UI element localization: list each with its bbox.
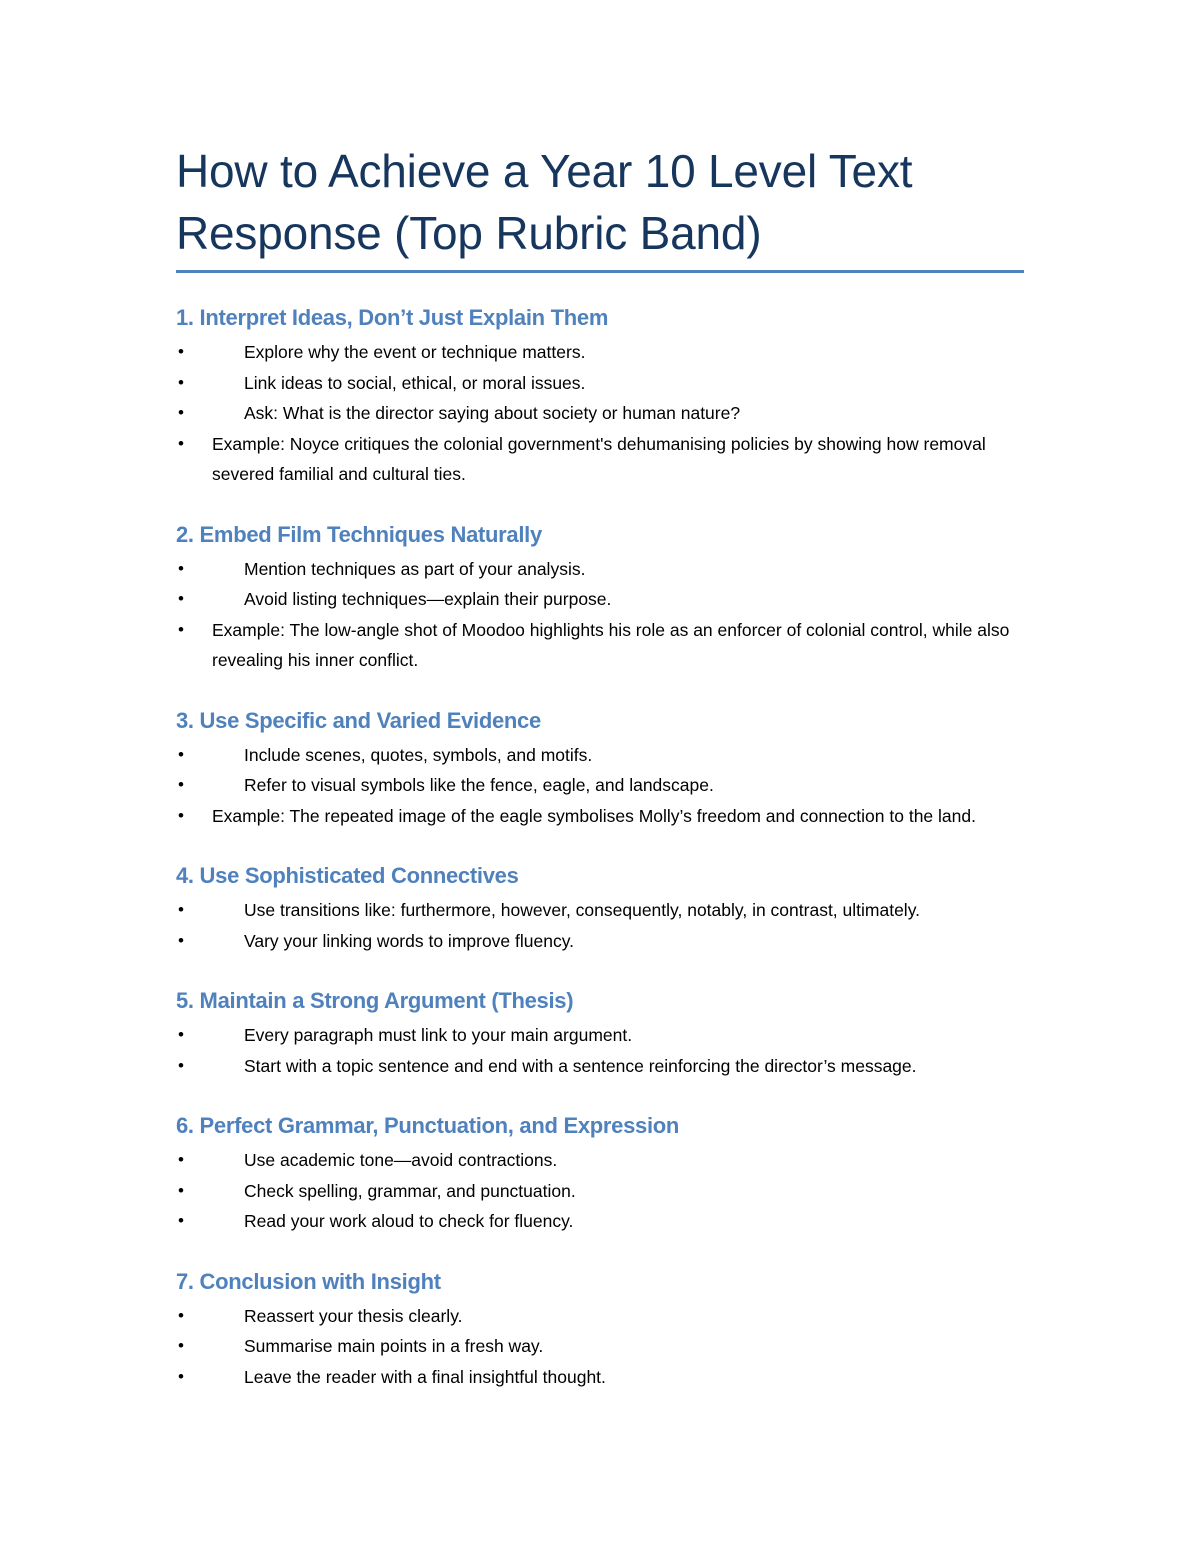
list-item <box>176 740 1024 771</box>
bullet-icon: • <box>178 805 184 825</box>
section-heading: 3. Use Specific and Varied Evidence <box>176 707 541 733</box>
section-heading: 5. Maintain a Strong Argument (Thesis) <box>176 988 574 1013</box>
document-title: How to Achieve a Year 10 Level Text Response (Top Rubric Band) <box>176 145 913 259</box>
list-item-text: Example: The low-angle shot of Moodoo highlights his role as an enforcer of colonial control, while also revealing his inner conflict. <box>212 619 1010 670</box>
bullet-icon: • <box>178 372 184 392</box>
list-item <box>176 615 1024 676</box>
list-item-text: Start with a topic sentence and end with a sentence reinforcing the director’s message. <box>244 1055 917 1076</box>
list-item <box>176 770 1024 801</box>
list-item <box>176 429 1024 490</box>
list-item-text: Vary your linking words to improve fluency. <box>244 930 575 951</box>
list-item <box>176 895 1024 926</box>
section-2 <box>176 520 1024 676</box>
list-item <box>176 926 1024 957</box>
section-heading: 1. Interpret Ideas, Don’t Just Explain Them <box>176 305 609 330</box>
sections-container <box>176 303 1024 1392</box>
list-item-text: Example: The repeated image of the eagle symbolises Molly’s freedom and connection to the land. <box>212 805 976 826</box>
section-heading: 7. Conclusion with Insight <box>176 1268 441 1294</box>
list-item-text: Use academic tone—avoid contractions. <box>244 1150 558 1170</box>
section-heading: 6. Perfect Grammar, Punctuation, and Expression <box>176 1113 680 1138</box>
list-item <box>176 554 1024 585</box>
bullet-icon: • <box>178 403 184 422</box>
list-item-text: Mention techniques as part of your analysis. <box>244 558 586 579</box>
list-item <box>176 1331 1024 1362</box>
list-item-text: Every paragraph must link to your main argument. <box>244 1025 633 1045</box>
list-item-text: Leave the reader with a final insightful thought. <box>244 1366 606 1387</box>
list-item-text: Reassert your thesis clearly. <box>244 1305 463 1326</box>
section-6 <box>176 1111 1024 1237</box>
bullet-list <box>176 337 1024 490</box>
bullet-icon: • <box>178 433 184 453</box>
list-item <box>176 801 1024 832</box>
section-1 <box>176 303 1024 490</box>
bullet-icon: • <box>178 589 184 608</box>
bullet-icon: • <box>178 1055 184 1075</box>
list-item <box>176 1176 1024 1207</box>
list-item-text: Include scenes, quotes, symbols, and motifs. <box>244 744 593 765</box>
list-item-text: Link ideas to social, ethical, or moral issues. <box>244 372 586 393</box>
bullet-list <box>176 895 1024 956</box>
bullet-icon: • <box>178 775 184 794</box>
section-heading: 4. Use Sophisticated Connectives <box>176 863 519 888</box>
bullet-icon: • <box>178 930 184 950</box>
bullet-icon: • <box>178 900 184 919</box>
list-item-text: Ask: What is the director saying about society or human nature? <box>244 403 741 423</box>
list-item-text: Summarise main points in a fresh way. <box>244 1336 544 1356</box>
list-item <box>176 1301 1024 1332</box>
bullet-icon: • <box>178 1336 184 1355</box>
list-item <box>176 368 1024 399</box>
bullet-icon: • <box>178 342 184 361</box>
bullet-icon: • <box>178 1211 184 1230</box>
section-7 <box>176 1267 1024 1393</box>
section-3 <box>176 706 1024 832</box>
list-item <box>176 1362 1024 1393</box>
list-item-text: Avoid listing techniques—explain their purpose. <box>244 589 612 609</box>
bullet-list <box>176 1020 1024 1081</box>
section-heading: 2. Embed Film Techniques Naturally <box>176 521 542 547</box>
list-item <box>176 337 1024 368</box>
bullet-icon: • <box>178 619 184 639</box>
list-item-text: Check spelling, grammar, and punctuation. <box>244 1180 576 1201</box>
bullet-icon: • <box>178 1180 184 1200</box>
list-item-text: Read your work aloud to check for fluency. <box>244 1211 574 1231</box>
list-item <box>176 398 1024 429</box>
list-item-text: Explore why the event or technique matters. <box>244 342 586 362</box>
list-item <box>176 584 1024 615</box>
list-item <box>176 1051 1024 1082</box>
section-5 <box>176 986 1024 1081</box>
bullet-icon: • <box>178 1366 184 1386</box>
bullet-list <box>176 1145 1024 1237</box>
bullet-list <box>176 740 1024 832</box>
list-item <box>176 1145 1024 1176</box>
list-item-text: Refer to visual symbols like the fence, eagle, and landscape. <box>244 775 714 795</box>
bullet-icon: • <box>178 1150 184 1169</box>
bullet-icon: • <box>178 1025 184 1044</box>
document-page <box>176 140 1024 1392</box>
title-underline-rule <box>176 270 1024 273</box>
bullet-icon: • <box>178 1305 184 1325</box>
bullet-list <box>176 554 1024 676</box>
bullet-list <box>176 1301 1024 1393</box>
bullet-icon: • <box>178 744 184 764</box>
list-item-text: Use transitions like: furthermore, however, consequently, notably, in contrast, ultimately. <box>244 900 921 920</box>
list-item <box>176 1206 1024 1237</box>
bullet-icon: • <box>178 558 184 578</box>
list-item <box>176 1020 1024 1051</box>
list-item-text: Example: Noyce critiques the colonial government's dehumanising policies by showing how removal severed familial and cultural ties. <box>212 433 986 484</box>
section-4 <box>176 861 1024 956</box>
